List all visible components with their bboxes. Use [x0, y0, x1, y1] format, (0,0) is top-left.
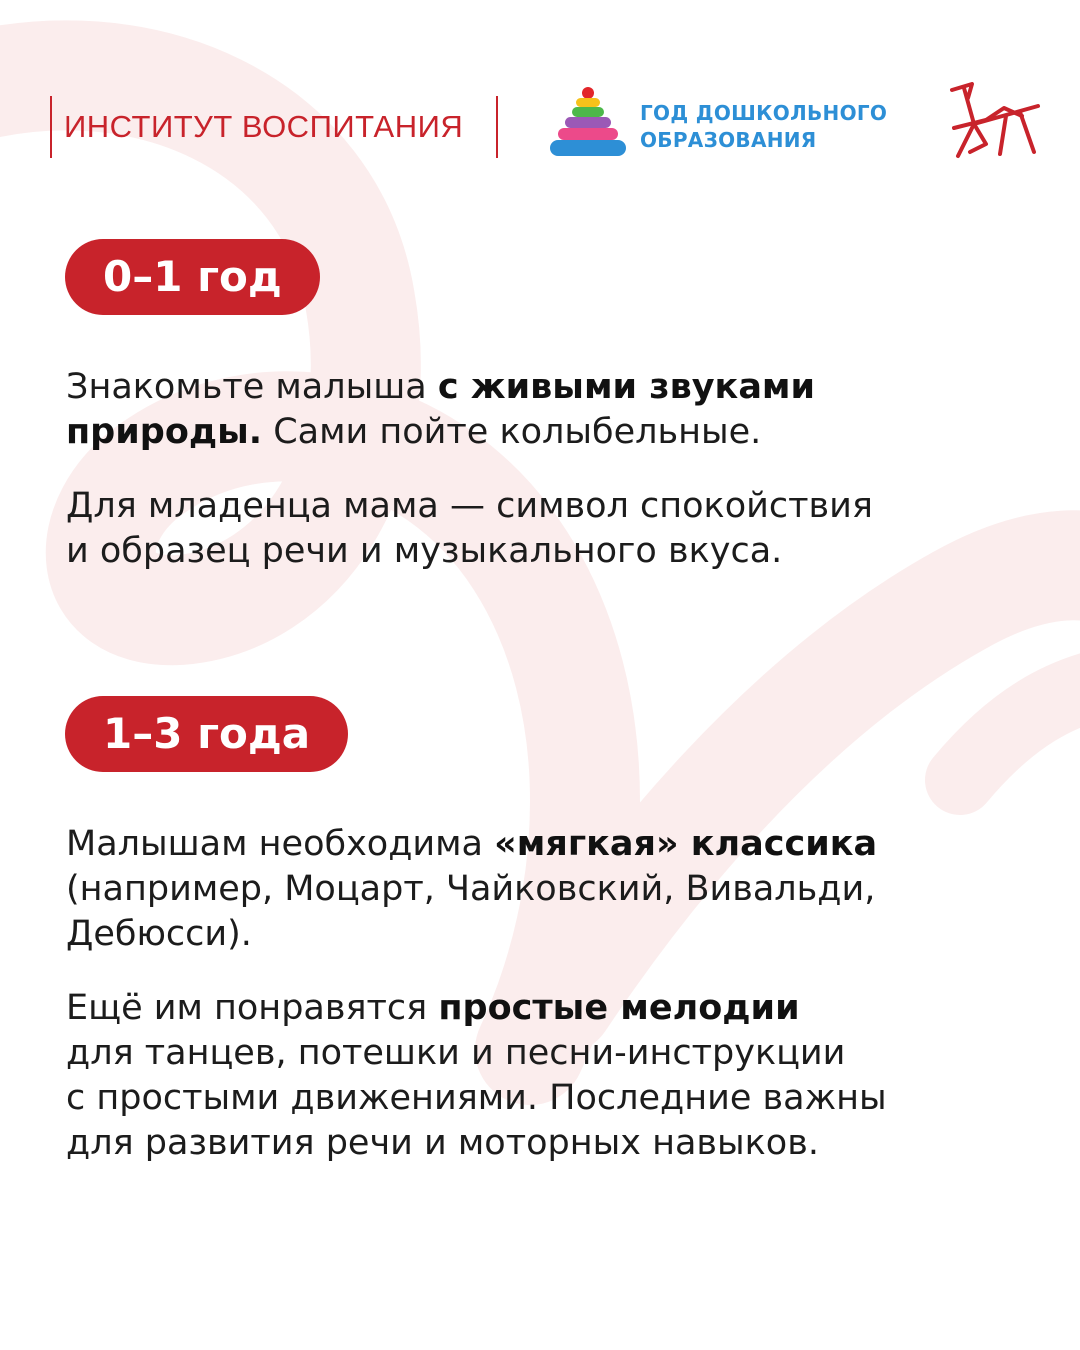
emphasis-text: природы. — [66, 412, 263, 452]
body-text: (например, Моцарт, Чайковский, Вивальди, — [66, 869, 876, 909]
paragraph-simple-melodies — [66, 986, 1016, 1166]
body-text: Малышам необходима — [66, 824, 495, 864]
emphasis-text: простые мелодии — [438, 988, 800, 1028]
age-badge-1-3: 1–3 года — [65, 696, 348, 772]
body-text: Знакомьте малыша — [66, 367, 438, 407]
body-text: и образец речи и музыкального вкуса. — [66, 531, 783, 571]
paragraph-mother-symbol — [66, 484, 1016, 574]
body-text: Ещё им понравятся — [66, 988, 439, 1028]
year-text-line-2: ОБРАЗОВАНИЯ — [640, 128, 817, 152]
year-text-line-1: ГОД ДОШКОЛЬНОГО — [640, 101, 888, 125]
emphasis-text: «мягкая» классика — [494, 824, 878, 864]
emphasis-text: с живыми звуками — [437, 367, 816, 407]
body-text: для развития речи и моторных навыков. — [66, 1123, 819, 1163]
age-badge-0-1: 0–1 год — [65, 239, 320, 315]
body-text: для танцев, потешки и песни-инструкции — [66, 1033, 846, 1073]
body-text: Сами пойте колыбельные. — [262, 412, 762, 452]
body-text: Дебюсси). — [66, 914, 252, 954]
body-text: с простыми движениями. Последние важны — [66, 1078, 887, 1118]
paragraph-soft-classics — [66, 822, 1016, 957]
body-text: Для младенца мама — символ спокойствия — [66, 486, 873, 526]
paragraph-nature-sounds — [66, 365, 1016, 455]
institute-name: ИНСТИТУТ ВОСПИТАНИЯ — [64, 109, 464, 144]
